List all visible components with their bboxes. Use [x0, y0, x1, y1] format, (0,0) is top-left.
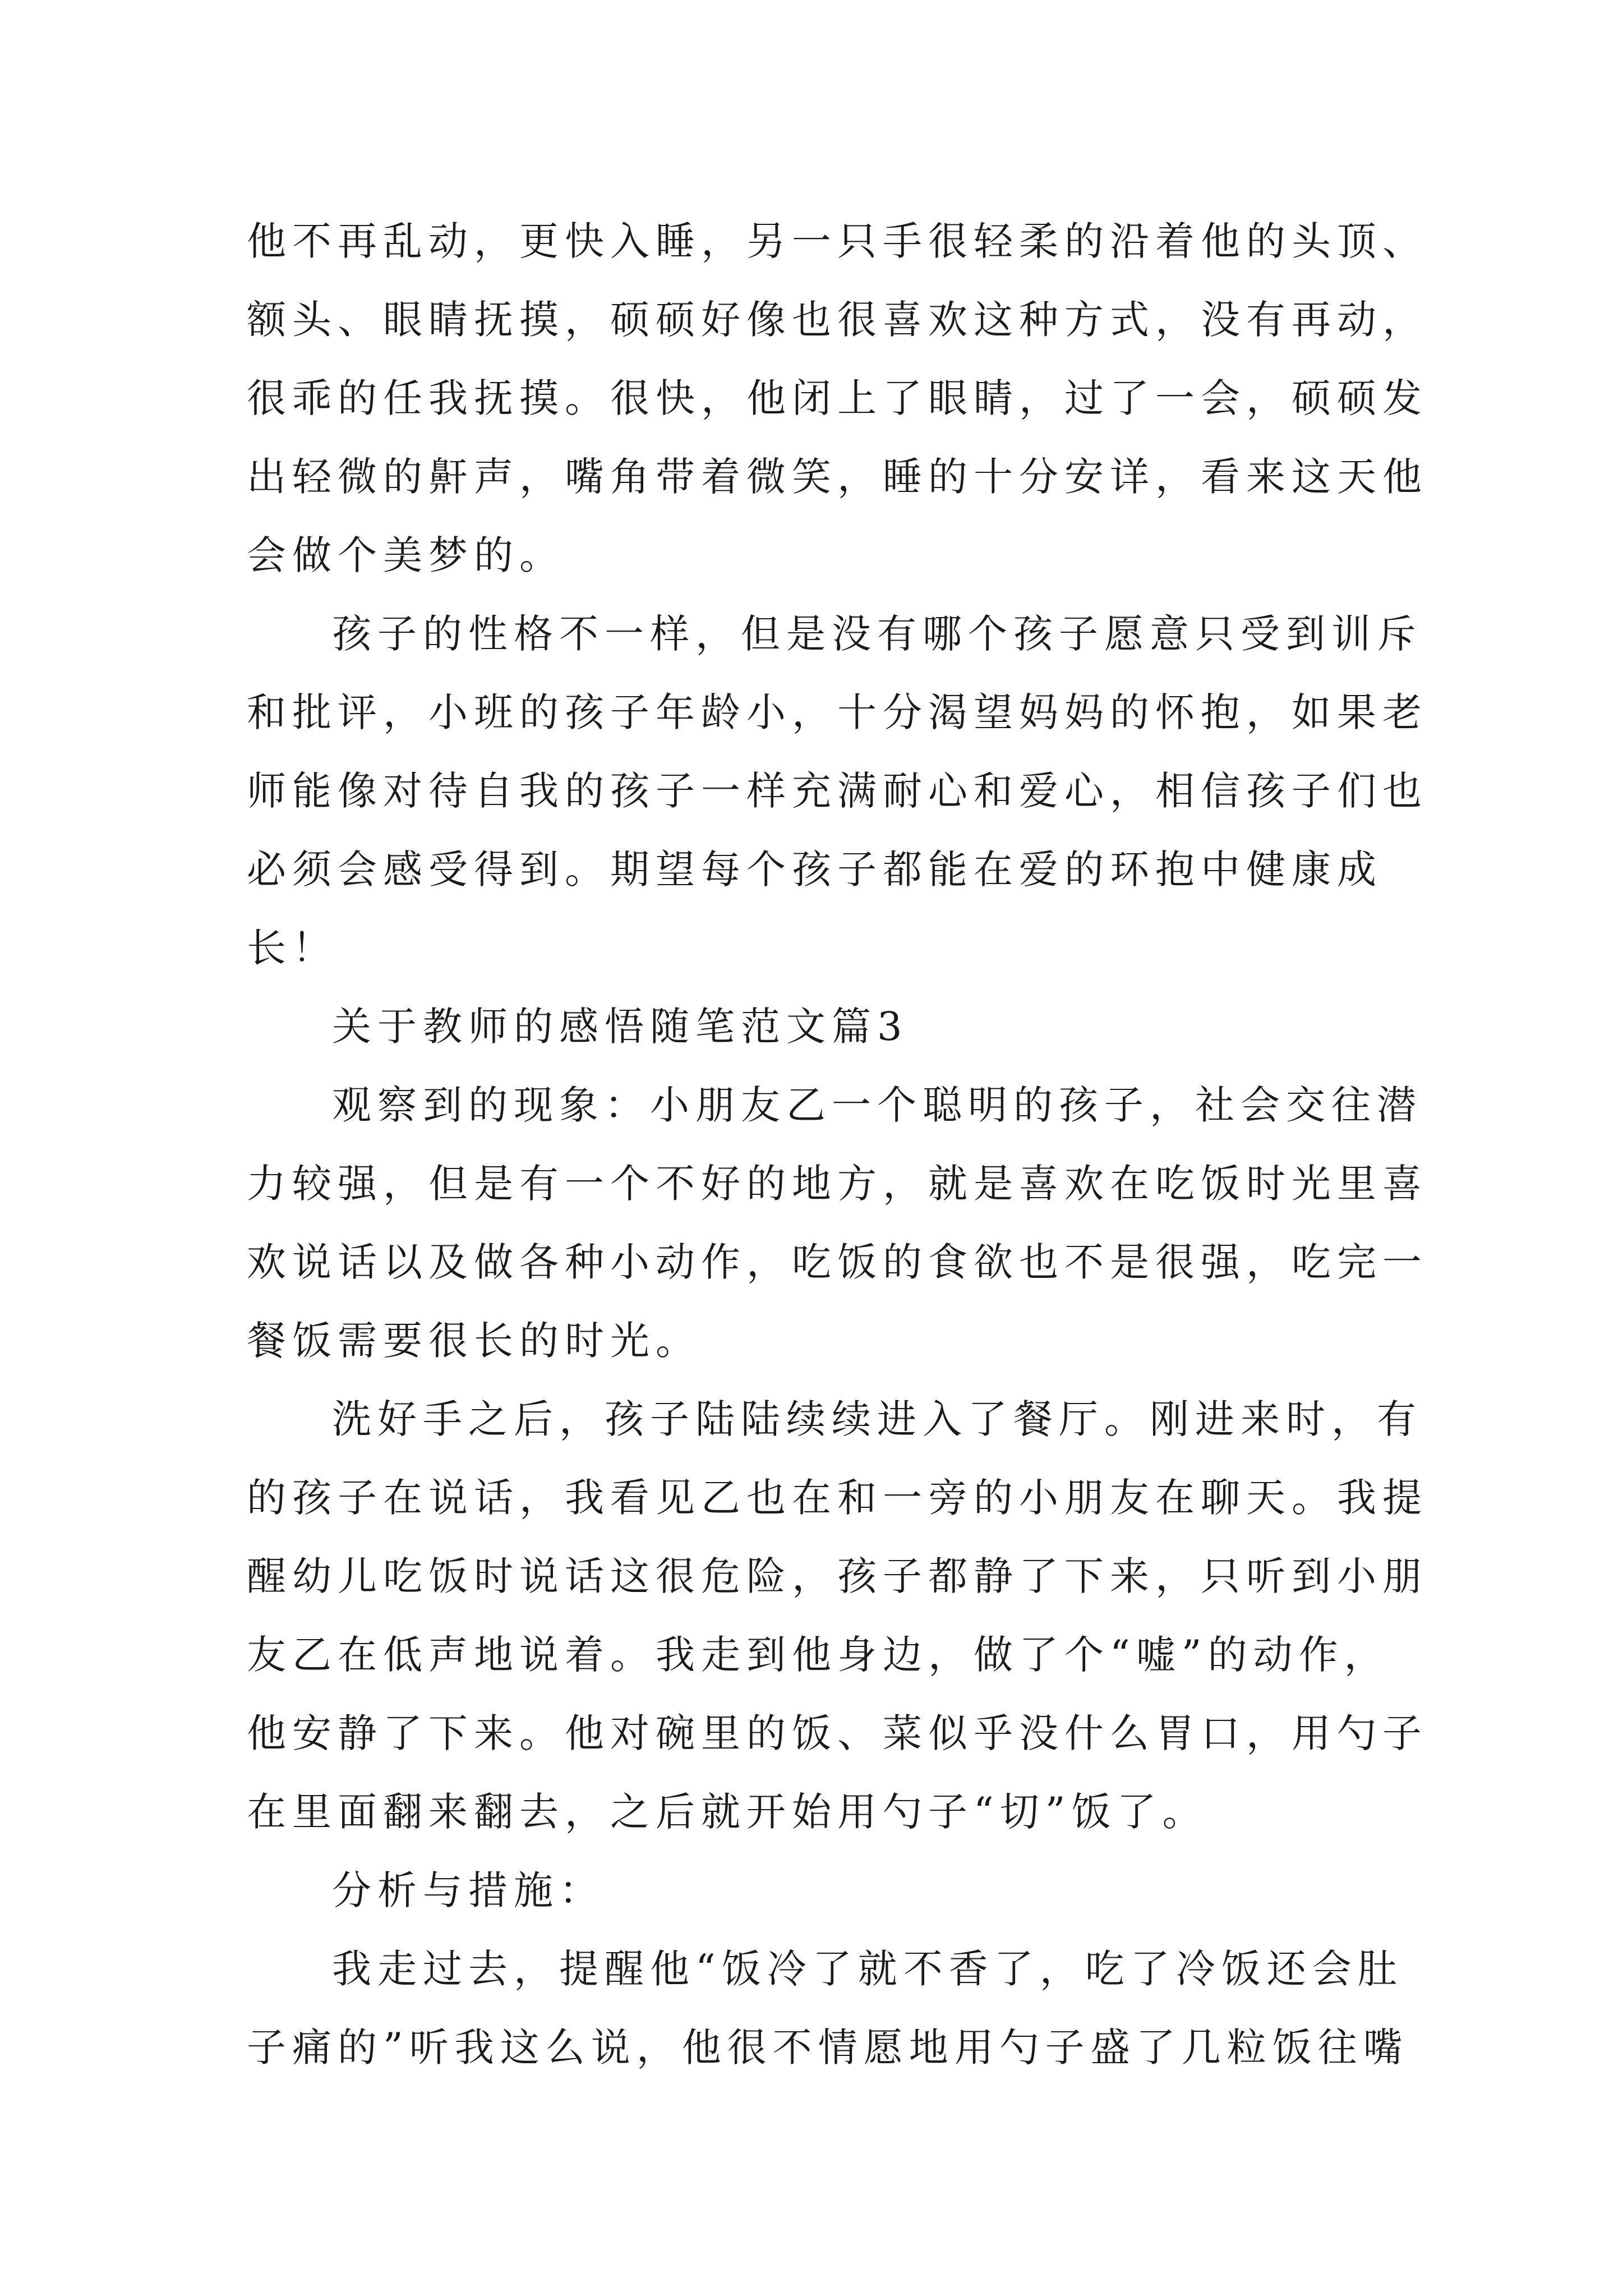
text-line: 会做个美梦的。: [247, 532, 565, 578]
text-line: 欢说话以及做各种小动作，吃饭的食欲也不是很强，吃完一: [247, 1239, 1428, 1285]
paragraph-start-line: 洗好手之后，孩子陆陆续续进入了餐厅。刚进来时，有: [332, 1396, 1422, 1442]
text-line: 必须会感受得到。期望每个孩子都能在爱的环抱中健康成: [247, 846, 1382, 892]
text-line: 友乙在低声地说着。我走到他身边，做了个“嘘”的动作，: [247, 1632, 1390, 1678]
section-heading: 关于教师的感悟随笔范文篇3: [332, 1004, 909, 1050]
text-line: 醒幼儿吃饭时说话这很危险，孩子都静了下来，只听到小朋: [247, 1553, 1428, 1599]
text-line: 餐饭需要很长的时光。: [247, 1318, 701, 1364]
text-line: 额头、眼睛抚摸，硕硕好像也很喜欢这种方式，没有再动，: [247, 297, 1428, 343]
paragraph-start-line: 分析与措施：: [332, 1867, 605, 1913]
text-line: 在里面翻来翻去，之后就开始用勺子“切”饭了。: [247, 1789, 1208, 1835]
text-line: 出轻微的鼾声，嘴角带着微笑，睡的十分安详，看来这天他: [247, 454, 1428, 500]
text-line: 长！: [247, 925, 338, 971]
text-line: 力较强，但是有一个不好的地方，就是喜欢在吃饭时光里喜: [247, 1161, 1428, 1207]
text-line: 他不再乱动，更快入睡，另一只手很轻柔的沿着他的头顶、: [247, 218, 1428, 264]
text-line: 很乖的任我抚摸。很快，他闭上了眼睛，过了一会，硕硕发: [247, 375, 1428, 421]
body-text: [247, 202, 1428, 2087]
text-line: 师能像对待自我的孩子一样充满耐心和爱心，相信孩子们也: [247, 768, 1428, 814]
text-line: 子痛的”听我这么说，他很不情愿地用勺子盛了几粒饭往嘴: [247, 2024, 1409, 2070]
paragraph-start-line: 观察到的现象：小朋友乙一个聪明的孩子，社会交往潜: [332, 1082, 1422, 1128]
text-line: 和批评，小班的孩子年龄小，十分渴望妈妈的怀抱，如果老: [247, 689, 1428, 735]
text-line: 他安静了下来。他对碗里的饭、菜似乎没什么胃口，用勺子: [247, 1710, 1428, 1756]
paragraph-start-line: 我走过去，提醒他“饭冷了就不香了，吃了冷饭还会肚: [332, 1946, 1403, 1992]
text-line: 的孩子在说话，我看见乙也在和一旁的小朋友在聊天。我提: [247, 1475, 1428, 1521]
paragraph-start-line: 孩子的性格不一样，但是没有哪个孩子愿意只受到训斥: [332, 611, 1422, 657]
